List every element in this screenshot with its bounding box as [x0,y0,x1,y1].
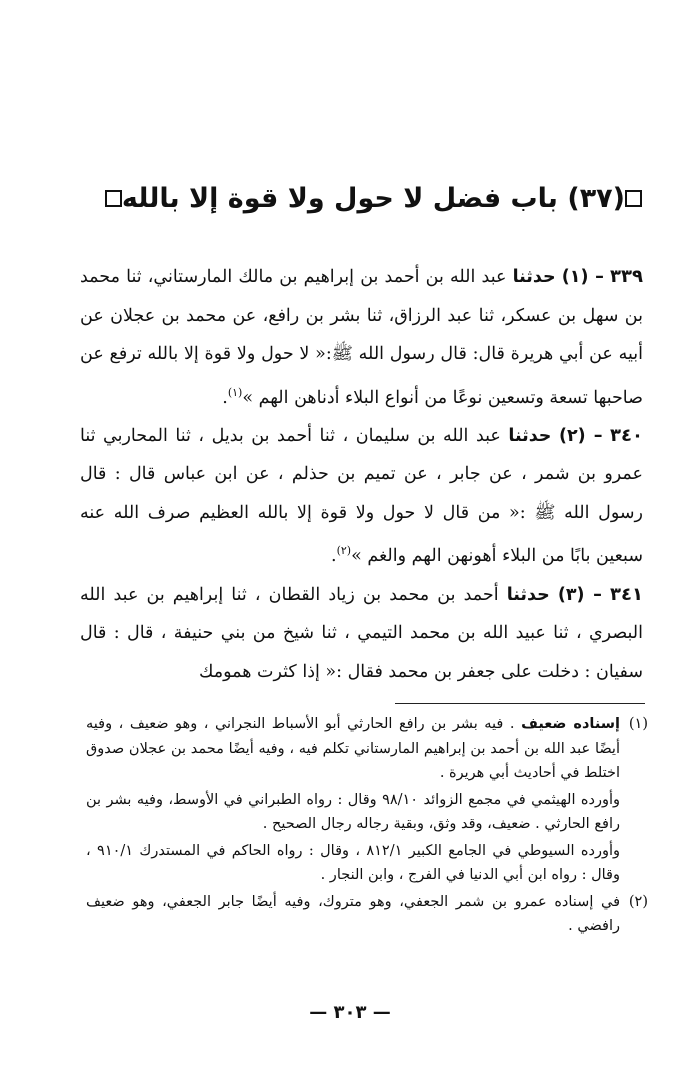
hadith-text: عبد الله بن أحمد بن إبراهيم بن مالك المارستاني، ثنا محمد بن سهل بن عسكر، ثنا عبد الرزاق، ثنا بشر بن رافع، عن محمد بن عجلان عن أبيه عن أبي هريرة قال: قال رسول الله ﷺ:« لا حول ولا قوة إلا بالله ترفع عن صاحبها تسعة وتسعين نوعًا من أنواع البلاء أدناهن الهم » [80,267,643,408]
hadith-sub-number: (١) [561,267,589,287]
footnote-number: (٢) [628,893,648,910]
hadith-body [80,258,643,691]
footnote-separator [395,703,645,704]
footnote-number: (١) [628,716,648,732]
chapter-title: (٣٧) باب فضل لا حول ولا قوة إلا بالله [121,182,625,214]
hadith-sub-number: (٣) [557,584,585,605]
footnote-1-para-2: وأورده السيوطي في الجامع الكبير ٨١٢/١ ، وقال : رواه الحاكم في المستدرك ٩١٠/١ ، وقال : رواه ابن أبي الدنيا في الفرج ، وابن النجار . [86,842,620,883]
hadith-lead: حدثنا [506,584,550,605]
footnote-text: في إسناده عمرو بن شمر الجعفي، وهو متروك، وفيه أيضًا جابر الجعفي، وهو ضعيف رافضي . [86,893,620,934]
hadith-lead: حدثنا [512,267,556,287]
footnote-1 [86,712,648,786]
chapter-heading [121,176,642,220]
hadith-sub-number: (٢) [558,425,586,446]
hadith-340: ٣٤٠ – (٢) حدثنا عبد الله بن سليمان ، ثنا أحمد بن بديل ، ثنا المحاربي ثنا عمرو بن شمر ، عن جابر ، عن تميم بن حذلم ، عن ابن عباس قال : قال رسول الله ﷺ :« من قال لا حول ولا قوة إلا بالله العظيم صرف الله عنه سبعين بابًا من البلاء أهونهن الهم والغم »$^{(٢)}$. [80,424,643,567]
footnote-ref: (١) [227,385,243,399]
hadith-number: ٣٣٩ [610,266,643,287]
footnote-ref: (٢) [336,544,352,558]
hadith-number: ٣٤١ [610,583,643,605]
footnote-1-para-1: وأورده الهيثمي في مجمع الزوائد ٩٨/١٠ وقال : رواه الطبراني في الأوسط، وفيه بشر بن رافع الحارثي . ضعيف، وقد وثق، وبقية رجاله رجال الصحيح . [86,791,620,832]
footnote-lead: إسناده ضعيف [521,716,621,732]
footnote-text: . فيه بشر بن رافع الحارثي أبو الأسباط النجراني ، وهو ضعيف ، وفيه أيضًا عبد الله بن أحمد بن إبراهيم المارستاني تكلم فيه ، وفيه أيضًا محمد بن عجلان صدوق اختلط في أحاديث أبي هريرة . [86,716,620,781]
hadith-number: ٣٤٠ [610,424,643,446]
hadith-text: أحمد بن محمد بن زياد القطان ، ثنا إبراهيم بن عبد الله البصري ، ثنا عبيد الله بن محمد التيمي ، ثنا شيخ من بني حنيفة ، قال : قال سفيان : دخلت على جعفر بن محمد فقال :« إذا كثرت همومك [80,584,643,682]
hadith-341: ٣٤١ – (٣) حدثنا أحمد بن محمد بن زياد القطان ، ثنا إبراهيم بن عبد الله البصري ، ثنا عبيد الله بن محمد التيمي ، ثنا شيخ من بني حنيفة ، قال : قال سفيان : دخلت على جعفر بن محمد فقال :« إذا كثرت همومك [80,583,643,682]
hadith-text: عبد الله بن سليمان ، ثنا أحمد بن بديل ، ثنا المحاربي ثنا عمرو بن شمر ، عن جابر ، عن تميم بن حذلم ، عن ابن عباس قال : قال رسول الله ﷺ :« من قال لا حول ولا قوة إلا بالله العظيم صرف الله عنه سبعين بابًا من البلاء أهونهن الهم والغم » [80,425,643,567]
title-box-ornament-right [625,190,642,207]
footnotes [86,712,648,941]
page-number: — ٣٠٣ — [309,1002,391,1023]
hadith-339: ٣٣٩ – (١) حدثنا عبد الله بن أحمد بن إبراهيم بن مالك المارستاني، ثنا محمد بن سهل بن عسكر، ثنا عبد الرزاق، ثنا بشر بن رافع، عن محمد بن عجلان عن أبيه عن أبي هريرة قال: قال رسول الله ﷺ:« لا حول ولا قوة إلا بالله ترفع عن صاحبها تسعة وتسعين نوعًا من أنواع البلاء أدناهن الهم »$^{(١)}$. [80,266,643,408]
title-box-ornament-left [105,190,122,207]
footnote-2 [86,890,648,939]
hadith-lead: حدثنا [508,425,552,446]
